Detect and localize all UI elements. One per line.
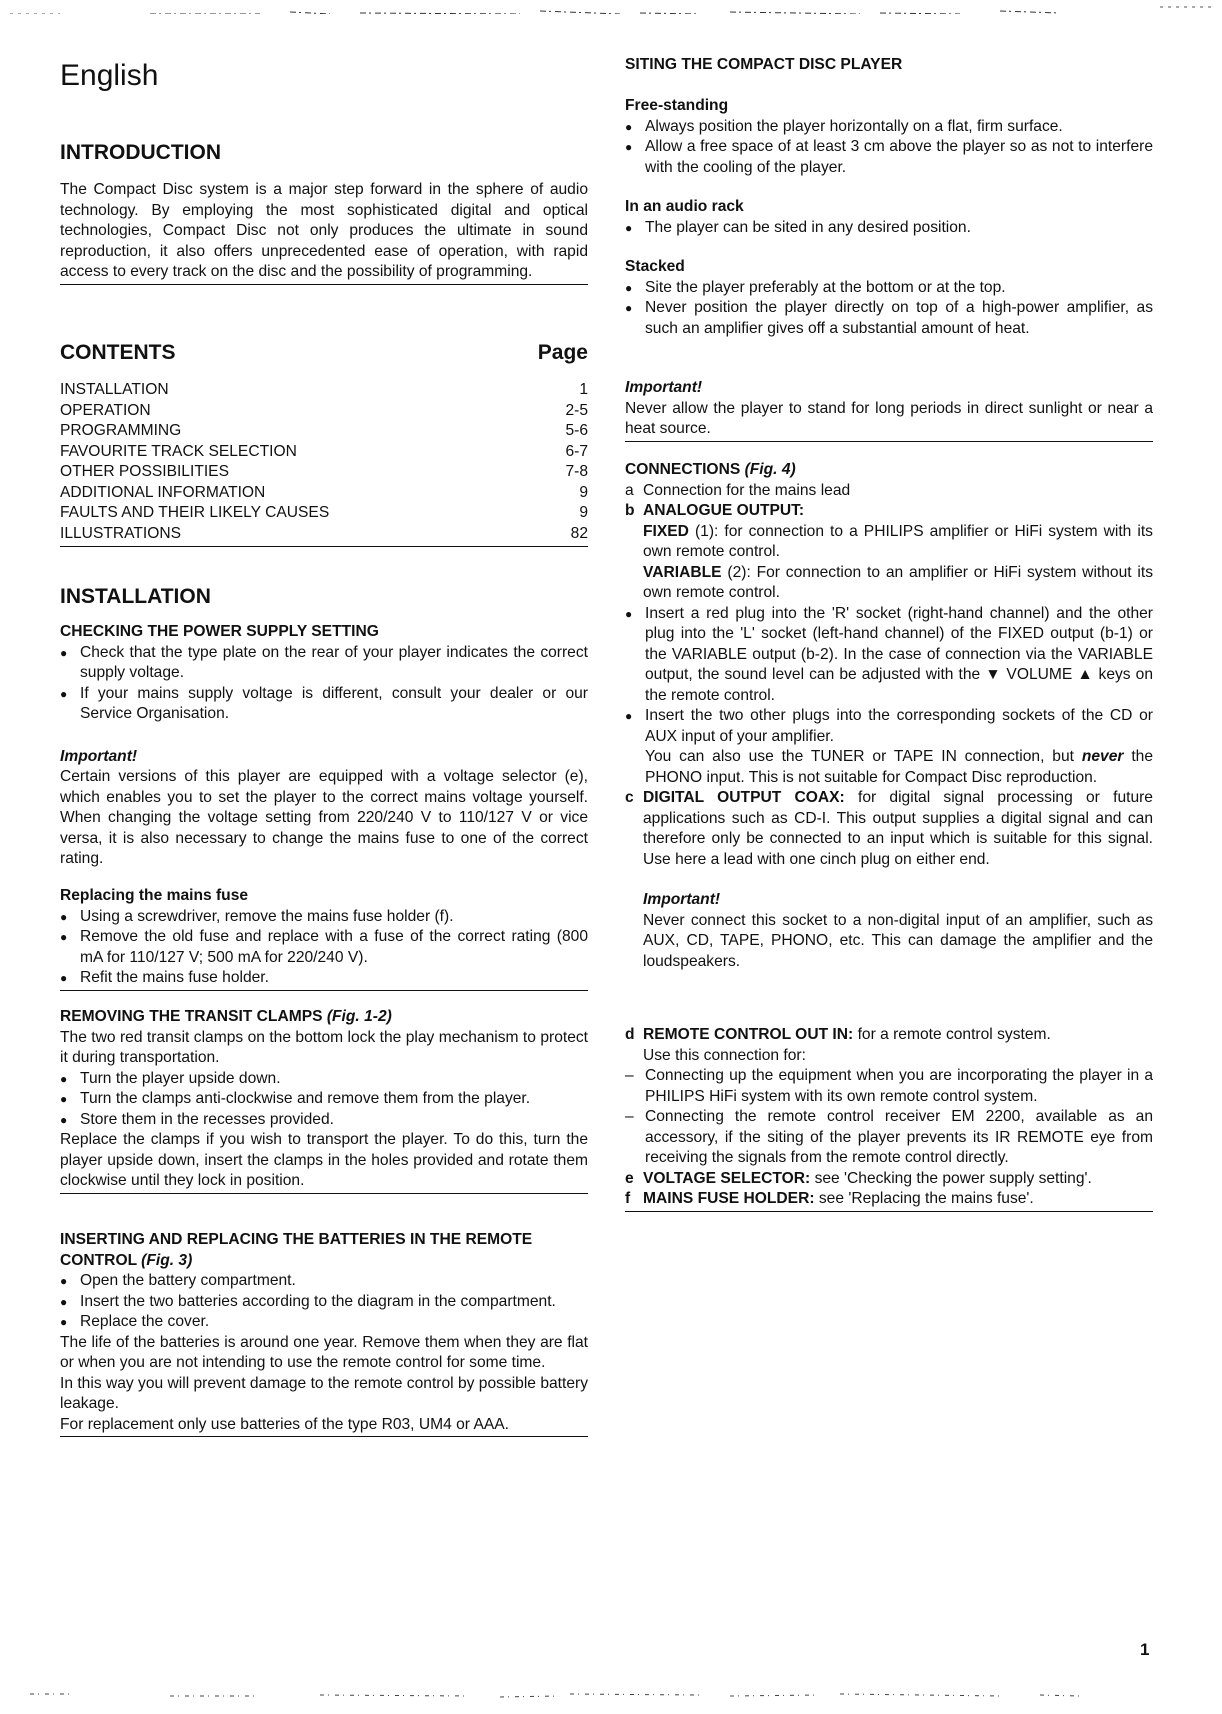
transit-clamps-heading (60, 1007, 588, 1028)
contents-page: 7-8 (565, 463, 588, 480)
power-important-text: Certain versions of this player are equipped with a voltage selector (e), which enables you to set the player to the correct mains voltage yourself. When changing the voltage setting from 220/240 V to 110/127 V or vice versa, it is also necessary to change the mains fuse to one of the correct rating. (60, 768, 588, 867)
transit-clamps-section (60, 1007, 588, 1194)
bullet2-cont-a: You can also use the TUNER or TAPE IN connection, but (645, 748, 1074, 765)
connection-c-label: c (625, 789, 634, 806)
transit-clamps-intro: The two red transit clamps on the bottom lock the play mechanism to protect it during transportation. (60, 1028, 588, 1066)
list-item (625, 706, 1153, 788)
contents-title: ADDITIONAL INFORMATION (60, 483, 266, 501)
free-standing-section (625, 96, 1153, 178)
list-item: ● Site the player preferably at the bottom or at the top. (625, 278, 1153, 299)
fixed-label: FIXED (643, 522, 689, 540)
connection-d-label: d (625, 1026, 635, 1043)
scan-noise-top (0, 2, 1222, 14)
siting-important-text: Never allow the player to stand for long periods in direct sunlight or near a heat source. (625, 399, 1153, 437)
stacked-list (625, 278, 1153, 340)
audio-rack-list (625, 218, 1153, 239)
contents-header (60, 340, 588, 366)
contents-heading: CONTENTS (60, 341, 176, 364)
installation-heading: INSTALLATION (60, 585, 211, 608)
connection-b-title: ANALOGUE OUTPUT: (643, 502, 805, 519)
connection-b-variable (643, 563, 1153, 604)
contents-page: 9 (579, 504, 588, 521)
connection-e-label: e (625, 1169, 634, 1187)
contents-page: 5-6 (565, 422, 588, 439)
connection-c-important-text: Never connect this socket to a non-digital input of an amplifier, such as AUX, CD, TAPE, PHONO, etc. This can damage the amplifier and the loudspeakers. (643, 911, 1153, 970)
connection-f-title: MAINS FUSE HOLDER: (643, 1190, 815, 1207)
connection-c (625, 788, 1153, 972)
list-item: ● The player can be sited in any desired position. (625, 218, 1153, 239)
variable-text: (2): For connection to an amplifier or HiFi system without its own remote control. (643, 563, 1153, 601)
fuse-heading: Replacing the mains fuse (60, 887, 249, 904)
connection-f-label: f (625, 1190, 631, 1207)
list-item: ● Turn the player upside down. (60, 1069, 588, 1090)
contents-row (60, 421, 588, 442)
contents-page-label: Page (537, 341, 588, 364)
batteries-title: INSERTING AND REPLACING THE BATTERIES IN THE REMOTE CONTROL (60, 1231, 533, 1269)
connection-e (625, 1169, 1153, 1190)
transit-clamps-fig: (Fig. 1-2) (326, 1008, 392, 1025)
connection-b-list (625, 604, 1153, 789)
contents-page: 1 (579, 381, 588, 398)
free-standing-list (625, 117, 1153, 179)
audio-rack-heading: In an audio rack (625, 198, 744, 215)
stacked-section (625, 257, 1153, 339)
siting-important-label: Important! (625, 379, 703, 396)
transit-clamps-title: REMOVING THE TRANSIT CLAMPS (60, 1008, 323, 1025)
contents-title: FAVOURITE TRACK SELECTION (60, 442, 297, 460)
list-item: ● Remove the old fuse and replace with a fuse of the correct rating (800 mA for 110/127 V; 500 mA for 220/240 V). (60, 927, 588, 968)
bullet2-text: Insert the two other plugs into the corresponding sockets of the CD or AUX input of your amplifier. (645, 707, 1153, 745)
list-item: – Connecting up the equipment when you are incorporating the player in a PHILIPS HiFi system with its own remote control system. (625, 1066, 1153, 1107)
list-item: ● Never position the player directly on top of a high-power amplifier, as such an amplifier gives off a substantial amount of heat. (625, 298, 1153, 339)
connection-d-text: for a remote control system. (857, 1026, 1051, 1043)
list-item: ● Check that the type plate on the rear of your player indicates the correct supply voltage. (60, 643, 588, 684)
list-item: ● Replace the cover. (60, 1312, 588, 1333)
list-item: ● Turn the clamps anti-clockwise and remove them from the player. (60, 1089, 588, 1110)
audio-rack-section (625, 197, 1153, 238)
transit-clamps-list (60, 1069, 588, 1131)
connections-de-section (625, 1025, 1153, 1212)
connection-b (625, 501, 1153, 604)
contents-title: OTHER POSSIBILITIES (60, 463, 229, 480)
contents-table (60, 380, 588, 544)
power-important-label: Important! (60, 747, 138, 765)
connections-title: CONNECTIONS (625, 461, 741, 478)
never-emphasis: never (1081, 748, 1124, 765)
batteries-text-1: The life of the batteries is around one year. Remove them when they are flat or when you are not intending to use the remote control for some time. (60, 1333, 588, 1371)
fuse-section (60, 886, 588, 991)
batteries-list (60, 1271, 588, 1333)
power-supply-list (60, 643, 588, 725)
contents-title: FAULTS AND THEIR LIKELY CAUSES (60, 504, 330, 521)
fixed-text: (1): for connection to a PHILIPS amplifier or HiFi system with its own remote control. (643, 522, 1153, 560)
contents-row (60, 380, 588, 401)
list-item: ● Refit the mains fuse holder. (60, 968, 588, 989)
batteries-text-3: For replacement only use batteries of the type R03, UM4 or AAA. (60, 1415, 509, 1433)
batteries-heading (60, 1230, 588, 1271)
bullet2-cont-b: the PHONO input. This is not suitable for Compact Disc reproduction. (645, 748, 1153, 786)
connection-a-label: a (625, 481, 634, 499)
connection-b-label: b (625, 502, 635, 519)
contents-row (60, 524, 588, 545)
batteries-section (60, 1230, 588, 1437)
page-number: 1 (1140, 1640, 1150, 1659)
list-item: ● Always position the player horizontally on a flat, firm surface. (625, 117, 1153, 138)
language-label: English (60, 59, 159, 92)
list-item: ● If your mains supply voltage is different, consult your dealer or our Service Organisation. (60, 684, 588, 725)
variable-label: VARIABLE (643, 563, 722, 581)
connection-e-text: see 'Checking the power supply setting'. (814, 1169, 1092, 1187)
contents-table-wrap (60, 380, 588, 547)
stacked-heading: Stacked (625, 258, 685, 275)
list-item: ● Store them in the recesses provided. (60, 1110, 588, 1131)
contents-page: 6-7 (565, 442, 588, 460)
contents-row (60, 503, 588, 524)
transit-clamps-outro: Replace the clamps if you wish to transport the player. To do this, turn the player upside down, insert the clamps in the holes provided and rotate them clockwise until they lock in position. (60, 1131, 588, 1189)
power-supply-section (60, 622, 588, 870)
connection-d-list (625, 1066, 1153, 1169)
contents-title: OPERATION (60, 401, 151, 419)
scan-noise-bottom (0, 1690, 1222, 1702)
list-item: ● Using a screwdriver, remove the mains fuse holder (f). (60, 907, 588, 928)
connections-section (625, 460, 1153, 972)
connection-a-text: Connection for the mains lead (643, 481, 851, 499)
connection-f (625, 1189, 1153, 1210)
batteries-text-2: In this way you will prevent damage to the remote control by possible battery leakage. (60, 1374, 588, 1412)
contents-title: PROGRAMMING (60, 422, 182, 439)
list-item: ● Open the battery compartment. (60, 1271, 588, 1292)
contents-title: ILLUSTRATIONS (60, 524, 182, 542)
list-item: ● Insert a red plug into the 'R' socket (right-hand channel) and the other plug into the 'L' socket (left-hand channel) of the FIXED output (b-1) or the VARIABLE output (b-2). In the case of connection via the VARIABLE output, the sound level can be adjusted with the ▼ VOLUME ▲ keys on the remote control. (625, 604, 1153, 707)
connection-c-title: DIGITAL OUTPUT COAX: (643, 789, 845, 806)
batteries-fig: (Fig. 3) (141, 1251, 193, 1269)
siting-heading: SITING THE COMPACT DISC PLAYER (625, 56, 903, 73)
connection-e-title: VOLTAGE SELECTOR: (643, 1169, 811, 1187)
fuse-list (60, 907, 588, 989)
connection-d-title: REMOTE CONTROL OUT IN: (643, 1026, 854, 1043)
contents-row (60, 442, 588, 463)
list-item: ● Insert the two batteries according to the diagram in the compartment. (60, 1292, 588, 1313)
connection-d (625, 1025, 1153, 1066)
contents-section (60, 340, 588, 366)
introduction-text: The Compact Disc system is a major step forward in the sphere of audio technology. By employing the most sophisticated digital and optical technologies, Compact Disc not only produces the ultimate in sound reproduction, it also offers unprecedented ease of operation, with rapid access to every track on the disc and the possibility of programming. (60, 181, 588, 280)
installation-section (60, 584, 588, 610)
connection-d-use: Use this connection for: (643, 1046, 806, 1064)
list-item: ● Allow a free space of at least 3 cm above the player so as not to interfere with the cooling of the player. (625, 137, 1153, 178)
connection-b-fixed (643, 522, 1153, 563)
contents-row (60, 483, 588, 504)
connections-fig: (Fig. 4) (744, 461, 796, 478)
connection-c-important-label: Important! (643, 891, 721, 908)
introduction-heading: INTRODUCTION (60, 141, 221, 164)
connection-a (625, 481, 1153, 502)
introduction-body (60, 180, 588, 285)
connection-c-text: for digital signal processing or future applications such as CD-I. This output supplies a digital signal and can therefore only be connected to an input which is suitable for this signal. Use here a lead with one cinch plug on either end. (643, 789, 1153, 868)
contents-title: INSTALLATION (60, 381, 169, 398)
contents-page: 2-5 (565, 401, 588, 419)
free-standing-heading: Free-standing (625, 97, 729, 114)
contents-row (60, 462, 588, 483)
siting-important-section (625, 378, 1153, 442)
contents-row (60, 401, 588, 422)
connections-heading (625, 460, 1153, 481)
contents-page: 82 (570, 524, 588, 542)
connection-f-text: see 'Replacing the mains fuse'. (818, 1190, 1034, 1207)
introduction-section (60, 140, 588, 166)
contents-page: 9 (579, 483, 588, 501)
power-supply-heading: CHECKING THE POWER SUPPLY SETTING (60, 623, 379, 640)
list-item: – Connecting the remote control receiver EM 2200, available as an accessory, if the siting of the player prevents its IR REMOTE eye from receiving the signals from the remote control directly. (625, 1107, 1153, 1169)
